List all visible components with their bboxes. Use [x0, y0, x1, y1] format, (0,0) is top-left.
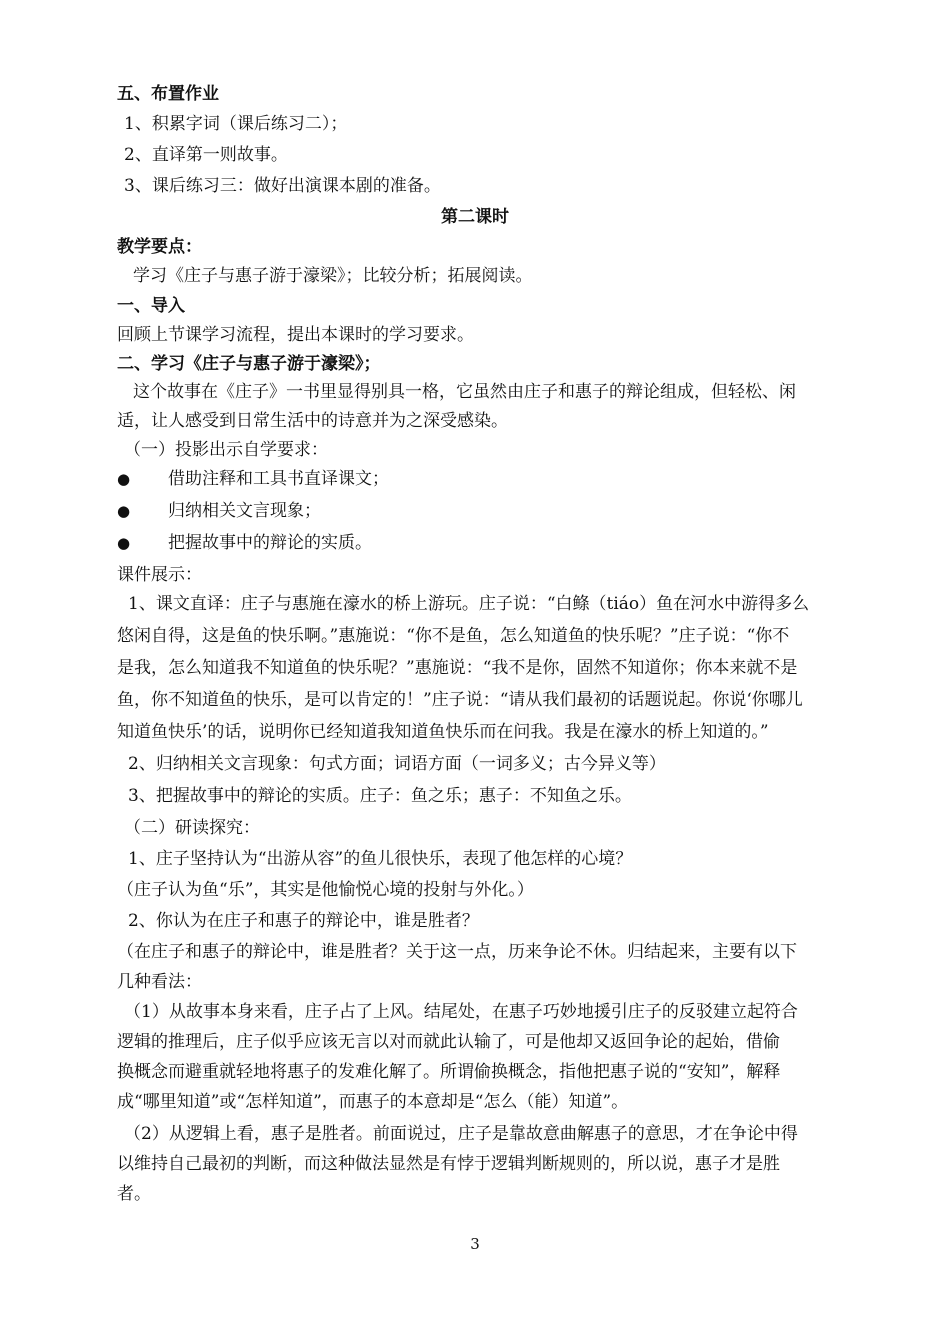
self-study-label: （一）投影出示自学要求： — [124, 440, 328, 460]
view-1-line: 逻辑的推理后，庄子似乎应该无言以对而就此认输了，可是他却又返回争论的起始，借偷 — [117, 1032, 780, 1052]
answer-2-line: （在庄子和惠子的辩论中，谁是胜者？关于这一点，历来争论不休。归结起来，主要有以下 — [117, 942, 797, 962]
homework-item: 2、直译第一则故事。 — [124, 145, 288, 165]
view-2-line: （2）从逻辑上看，惠子是胜者。前面说过，庄子是靠故意曲解惠子的意思，才在争论中得 — [124, 1124, 798, 1144]
study-paragraph-line: 这个故事在《庄子》一书里显得别具一格，它虽然由庄子和惠子的辩论组成，但轻松、闲 — [133, 382, 796, 402]
homework-item: 3、课后练习三：做好出演课本剧的准备。 — [124, 176, 441, 196]
homework-item: 1、积累字词（课后练习二）； — [124, 114, 348, 134]
essence-line: 3、把握故事中的辩论的实质。庄子：鱼之乐；惠子：不知鱼之乐。 — [128, 786, 632, 806]
bullet-item: 借助注释和工具书直译课文； — [168, 469, 389, 489]
answer-2-line: 几种看法： — [117, 972, 202, 992]
view-1-line: 换概念而避重就轻地将惠子的发难化解了。所谓偷换概念，指他把惠子说的“安知”，解释 — [117, 1062, 781, 1082]
phenomena-line: 2、归纳相关文言现象：句式方面；词语方面（一词多义；古今异义等） — [128, 754, 666, 774]
explore-label: （二）研读探究： — [124, 818, 260, 838]
bullet-dot: ● — [117, 534, 131, 552]
translation-line: 是我，怎么知道我不知道鱼的快乐呢？”惠施说：“我不是你，固然不知道你；你本来就不是 — [117, 658, 798, 678]
question-2: 2、你认为在庄子和惠子的辩论中，谁是胜者？ — [128, 911, 479, 931]
key-points-label: 教学要点： — [117, 237, 202, 257]
study-heading: 二、学习《庄子与惠子游于濠梁》； — [117, 354, 381, 374]
intro-text: 回顾上节课学习流程，提出本课时的学习要求。 — [117, 325, 474, 345]
page-number: 3 — [470, 1235, 480, 1253]
translation-line: 鱼，你不知道鱼的快乐，是可以肯定的！”庄子说：“请从我们最初的话题说起。你说‘你哪儿 — [117, 690, 803, 710]
view-2-line: 以维持自己最初的判断，而这种做法显然是有悖于逻辑判断规则的，所以说，惠子才是胜 — [117, 1154, 780, 1174]
lesson-title: 第二课时 — [441, 207, 509, 227]
translation-line: 知道鱼快乐’的话，说明你已经知道我知道鱼快乐而在问我。我是在濠水的桥上知道的。” — [117, 722, 769, 742]
translation-line: 悠闲自得，这是鱼的快乐啊。”惠施说：“你不是鱼，怎么知道鱼的快乐呢？”庄子说：“你不 — [117, 626, 790, 646]
bullet-dot: ● — [117, 502, 131, 520]
view-1-line: （1）从故事本身来看，庄子占了上风。结尾处，在惠子巧妙地援引庄子的反驳建立起符合 — [124, 1002, 798, 1022]
study-paragraph-line: 适，让人感受到日常生活中的诗意并为之深受感染。 — [117, 411, 508, 431]
view-2-line: 者。 — [117, 1184, 151, 1204]
key-points-text: 学习《庄子与惠子游于濠梁》；比较分析；拓展阅读。 — [133, 266, 533, 286]
bullet-item: 归纳相关文言现象； — [168, 501, 321, 521]
bullet-item: 把握故事中的辩论的实质。 — [168, 533, 372, 553]
courseware-label: 课件展示： — [117, 565, 202, 585]
translation-line: 1、课文直译：庄子与惠施在濠水的桥上游玩。庄子说：“白鲦（tiáo）鱼在河水中游得多么 — [128, 594, 810, 614]
bullet-dot: ● — [117, 470, 131, 488]
homework-heading: 五、布置作业 — [117, 84, 219, 104]
question-1: 1、庄子坚持认为“出游从容”的鱼儿很快乐，表现了他怎样的心境？ — [128, 849, 633, 869]
answer-1: （庄子认为鱼“乐”，其实是他愉悦心境的投射与外化。） — [117, 880, 534, 900]
view-1-line: 成“哪里知道”或“怎样知道”，而惠子的本意却是“怎么（能）知道”。 — [117, 1092, 629, 1112]
intro-heading: 一、导入 — [117, 296, 185, 316]
